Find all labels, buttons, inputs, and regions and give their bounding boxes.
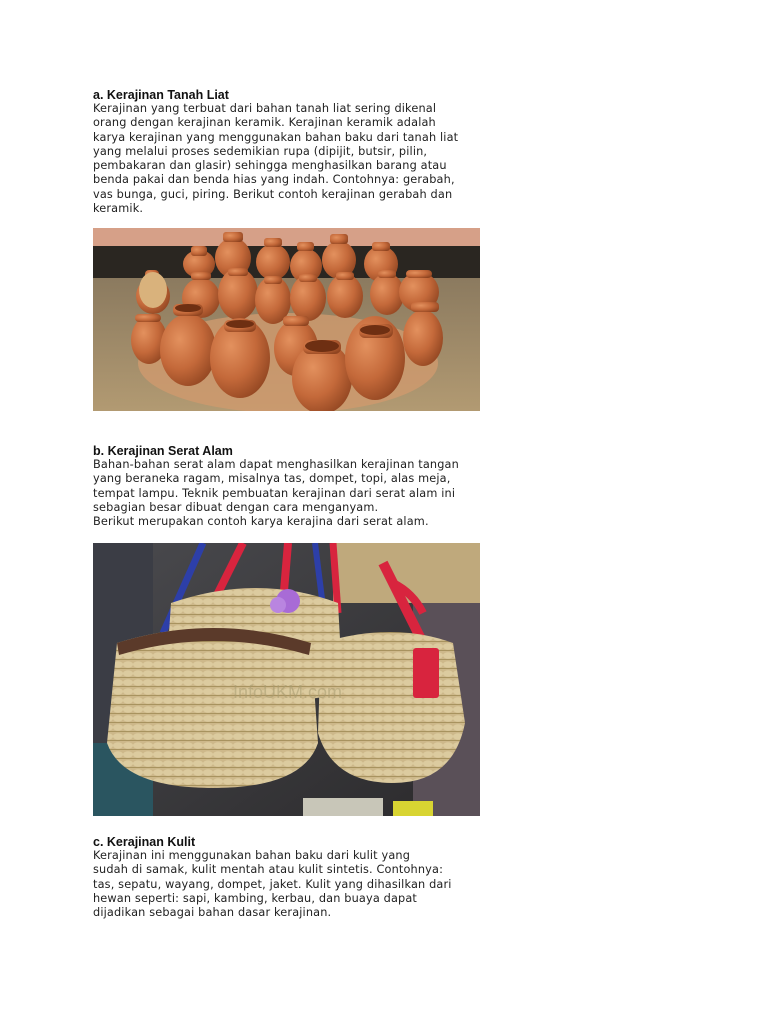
section-kulit [93,835,483,920]
paragraph-line: dijadikan sebagai bahan dasar kerajinan. [93,906,332,920]
woven-fiber-bags-photo [93,543,480,816]
paragraph-line: sebagian besar dibuat dengan cara menganyam. [93,500,379,514]
paragraph-line: karya kerajinan yang menggunakan bahan baku dari tanah liat [93,130,459,144]
paragraph-line: tempat lampu. Teknik pembuatan kerajinan dari serat alam ini [93,486,456,500]
paragraph-line: orang dengan kerajinan keramik. Kerajinan keramik adalah [93,116,436,130]
section-serat-alam [93,444,483,529]
paragraph-line: Kerajinan yang terbuat dari bahan tanah liat sering dikenal [93,102,437,115]
section-heading: c. Kerajinan Kulit [93,835,196,849]
section-paragraph [93,849,483,920]
paragraph-line: Berikut merupakan contoh karya kerajina dari serat alam. [93,515,429,529]
section-heading: a. Kerajinan Tanah Liat [93,88,229,102]
watermark-text: InfoUKM.com [233,682,343,702]
paragraph-line: Bahan-bahan serat alam dapat menghasilkan kerajinan tangan [93,458,459,471]
section-paragraph [93,458,483,529]
paragraph-line: sudah di samak, kulit mentah atau kulit sintetis. Contohnya: [93,863,444,877]
paragraph-line: yang melalui proses sedemikian rupa (dipijit, butsir, pilin, [93,144,428,158]
section-heading: b. Kerajinan Serat Alam [93,444,233,458]
paragraph-line: vas bunga, guci, piring. Berikut contoh kerajinan gerabah dan [93,187,453,201]
section-paragraph [93,102,483,216]
paragraph-line: keramik. [93,202,144,216]
section-tanah-liat [93,88,483,216]
paragraph-line: tas, sepatu, wayang, dompet, jaket. Kulit yang dihasilkan dari [93,877,452,891]
paragraph-line: Kerajinan ini menggunakan bahan baku dari kulit yang [93,849,411,862]
paragraph-line: benda pakai dan benda hias yang indah. Contohnya: gerabah, [93,173,455,187]
terracotta-pottery-photo [93,228,480,411]
paragraph-line: pembakaran dan glasir) sehingga menghasilkan barang atau [93,159,447,173]
paragraph-line: hewan seperti: sapi, kambing, kerbau, dan buaya dapat [93,891,418,905]
paragraph-line: yang beraneka ragam, misalnya tas, dompet, topi, alas meja, [93,472,451,486]
